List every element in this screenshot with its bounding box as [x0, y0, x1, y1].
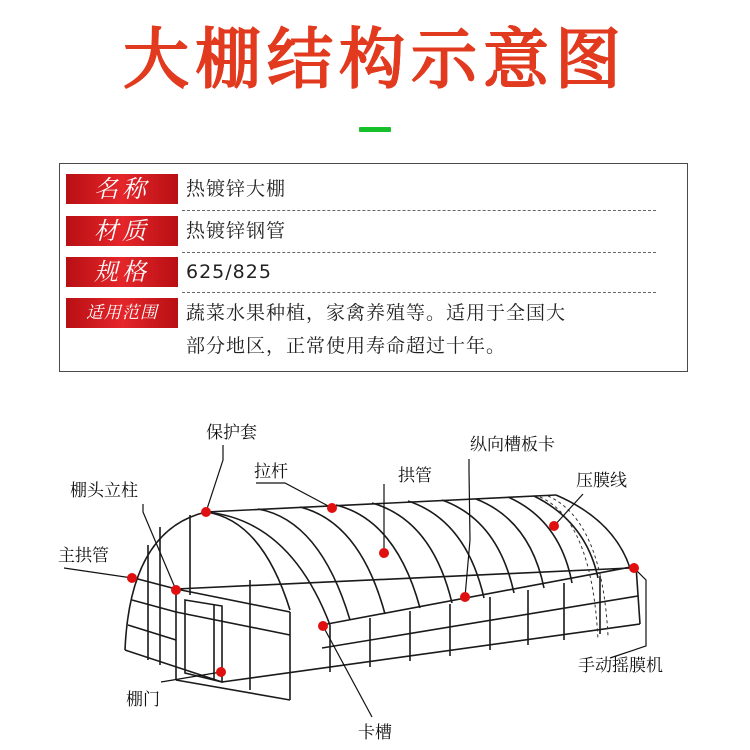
- callout-dot: [460, 592, 470, 602]
- callout-clip-groove: 卡槽: [358, 723, 392, 743]
- spec-value: 热镀锌钢管: [186, 220, 287, 242]
- leader-line: [64, 568, 132, 578]
- callout-manual-film-roller: 手动摇膜机: [578, 656, 663, 676]
- eave-line-near: [176, 568, 630, 589]
- callout-dot: [201, 507, 211, 517]
- film-pressing-line: [548, 496, 608, 636]
- spec-label: 适用范围: [66, 298, 178, 328]
- callout-film-pressing-line: 压膜线: [576, 471, 627, 491]
- callout-dot: [549, 521, 559, 531]
- arch-pipe: [556, 495, 630, 568]
- leader-line: [161, 672, 221, 682]
- callout-main-arch-pipe: 主拱管: [58, 546, 109, 566]
- callout-pull-rod: 拉杆: [254, 462, 288, 482]
- shed-door: [185, 600, 222, 682]
- spec-label: 材质: [66, 216, 178, 246]
- callout-dot: [216, 667, 226, 677]
- page-title: 大棚结构示意图: [0, 20, 750, 100]
- leader-line: [206, 445, 223, 512]
- leader-line: [256, 483, 332, 508]
- arch-pipe: [534, 496, 598, 578]
- spec-value: 625/825: [186, 261, 272, 283]
- callout-arch-pipe: 拱管: [398, 466, 432, 486]
- callout-dot: [127, 573, 137, 583]
- spec-value: 热镀锌大棚: [186, 178, 287, 200]
- callout-protective-sleeve: 保护套: [206, 423, 257, 443]
- callout-shed-door: 棚门: [126, 690, 160, 710]
- spec-label: 名称: [66, 174, 178, 204]
- spec-value-line1: 蔬菜水果种植，家禽养殖等。适用于全国大: [186, 302, 567, 324]
- callout-dot: [629, 563, 639, 573]
- spec-label: 规格: [66, 257, 178, 287]
- leader-line: [610, 568, 646, 658]
- callout-dot: [171, 585, 181, 595]
- callout-dot: [327, 503, 337, 513]
- spec-value-line2: 部分地区，正常使用寿命超过十年。: [186, 335, 507, 357]
- callout-dot: [318, 621, 328, 631]
- main-arch-pipe: [125, 512, 206, 650]
- callout-dot: [379, 548, 389, 558]
- callout-longitudinal-clip: 纵向槽板卡: [470, 435, 555, 455]
- callout-gable-column: 棚头立柱: [70, 481, 138, 501]
